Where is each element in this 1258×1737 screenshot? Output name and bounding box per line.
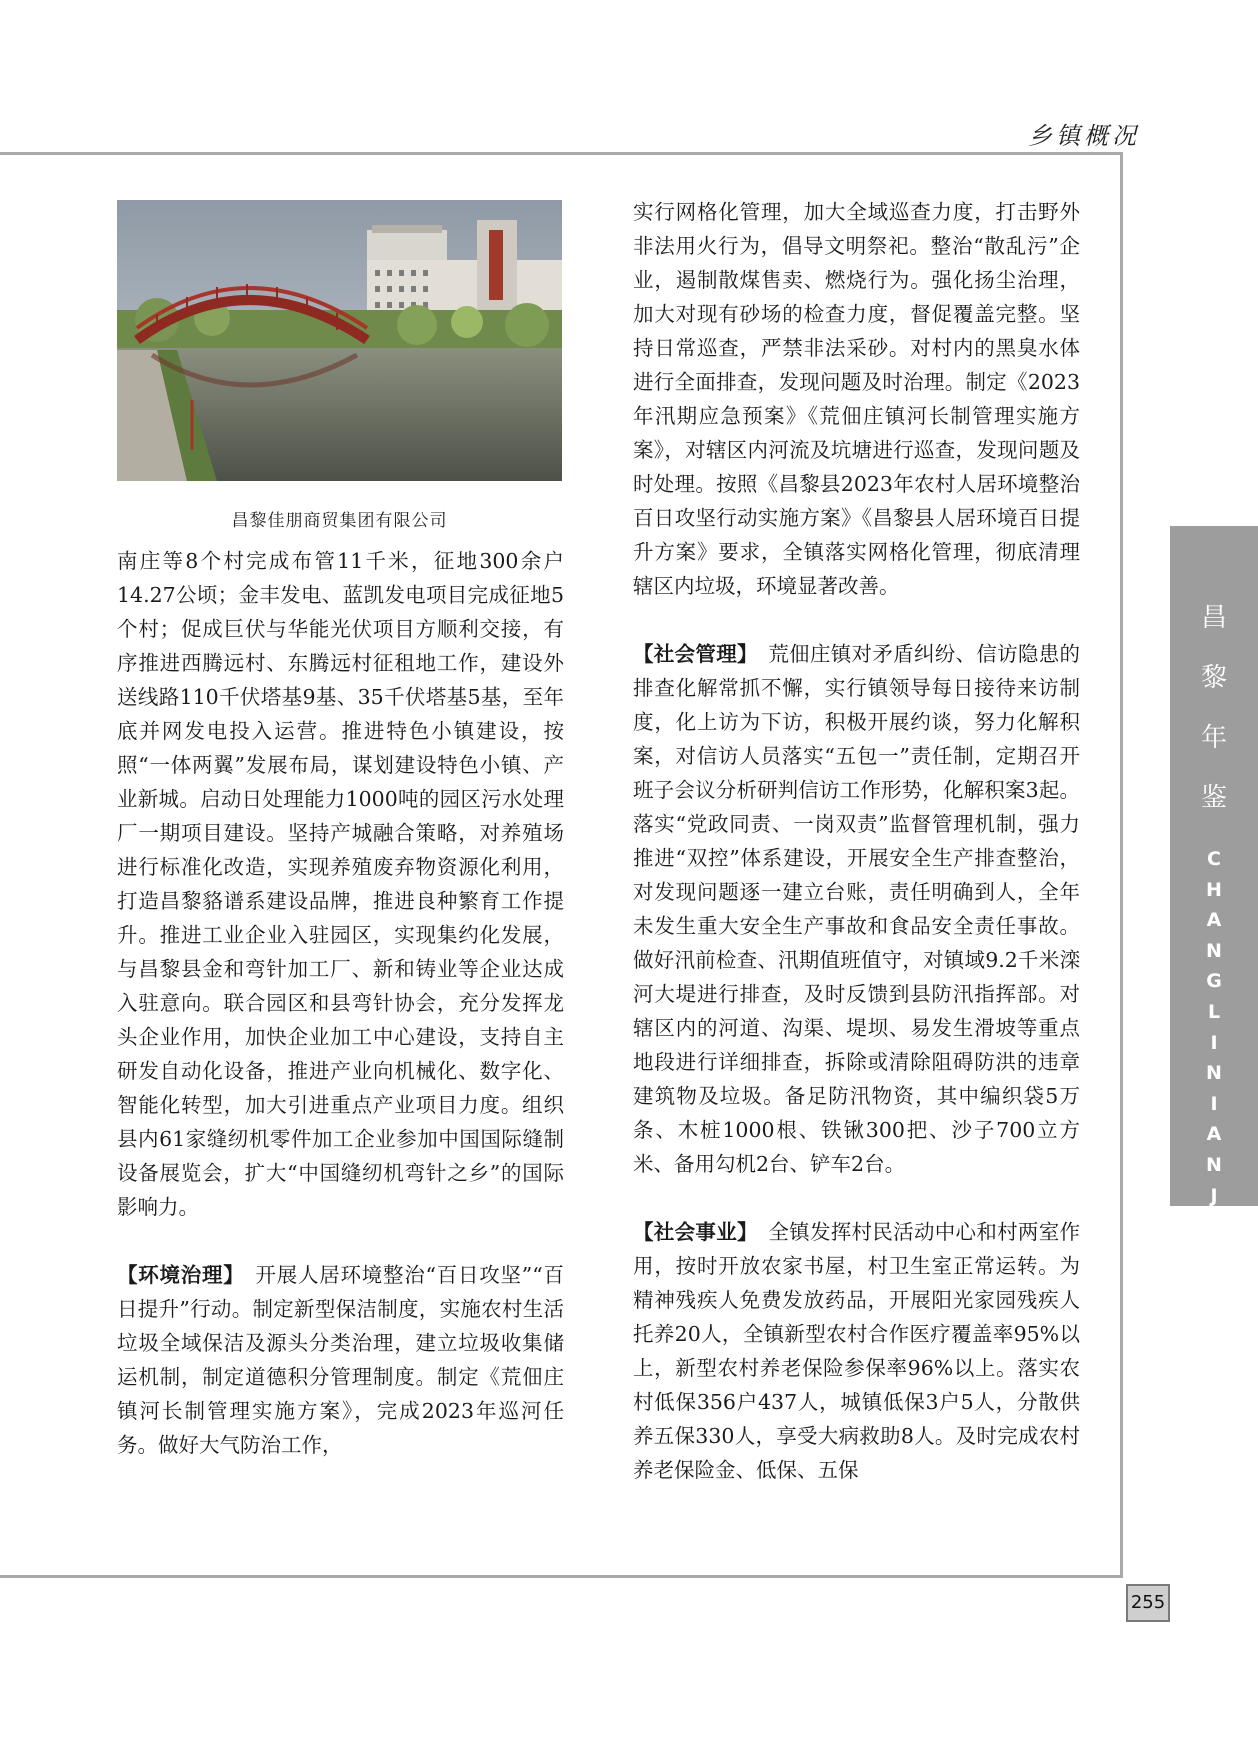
side-tab	[1170, 526, 1258, 1299]
yearbook-title-en: C H A N G L I N I A N J I A N	[1206, 848, 1222, 1299]
paragraph-social-affairs	[633, 1215, 1080, 1487]
left-column	[117, 544, 564, 1462]
heading-environment: 【环境治理】	[117, 1263, 235, 1287]
paragraph-environment-continued: 实行网格化管理，加大全域巡查力度，打击野外非法用火行为，倡导文明祭祀。整治“散乱污”企业，遏制散煤售卖、燃烧行为。强化扬尘治理，加大对现有砂场的检查力度，督促覆盖完整。坚持日常巡查，严禁非法采砂。对村内的黑臭水体进行全面排查，发现问题及时治理。制定《2023年汛期应急预案》《荒佃庄镇河长制管理实施方案》，对辖区内河流及坑塘进行巡查，发现问题及时处理。按照《昌黎县2023年农村人居环境整治百日攻坚行动实施方案》《昌黎县人居环境百日提升方案》要求，全镇落实网格化管理，彻底清理辖区内垃圾，环境显著改善。	[633, 200, 1080, 598]
heading-social-management: 【社会管理】	[633, 642, 748, 666]
page-number: 255	[1126, 1584, 1170, 1622]
text-environment: 开展人居环境整治“百日攻坚”“百日提升”行动。制定新型保洁制度，实施农村生活垃圾全域保洁及源头分类治理，建立垃圾收集储运机制，制定道德积分管理制度。制定《荒佃庄镇河长制管理实施方案》，完成2023年巡河任务。做好大气防治工作，	[117, 1263, 565, 1457]
paragraph-social-management	[633, 637, 1080, 1181]
section-title: 乡镇概况	[1028, 122, 1140, 150]
right-column	[633, 195, 1080, 1487]
paragraph-development: 南庄等8个村完成布管11千米，征地300余户14.27公顷；金丰发电、蓝凯发电项目完成征地5个村；促成巨伏与华能光伏项目方顺利交接，有序推进西腾远村、东腾远村征租地工作，建设外送线路110千伏塔基9基、35千伏塔基5基，至年底并网发电投入运营。推进特色小镇建设，按照“一体两翼”发展布局，谋划建设特色小镇、产业新城。启动日处理能力1000吨的园区污水处理厂一期项目建设。坚持产城融合策略，对养殖场进行标准化改造，实现养殖废弃物资源化利用，打造昌黎貉谱系建设品牌，推进良种繁育工作提升。推进工业企业入驻园区，实现集约化发展，与昌黎县金和弯针加工厂、新和铸业等企业达成入驻意向。联合园区和县弯针协会，充分发挥龙头企业作用，加快企业加工中心建设，支持自主研发自动化设备，推进产业向机械化、数字化、智能化转型，加大引进重点产业项目力度。组织县内61家缝纫机零件加工企业参加中国国际缝制设备展览会，扩大“中国缝纫机弯针之乡”的国际影响力。	[117, 549, 564, 1219]
text-social-affairs: 全镇发挥村民活动中心和村两室作用，按时开放农家书屋，村卫生室正常运转。为精神残疾人免费发放药品，开展阳光家园残疾人托养20人，全镇新型农村合作医疗覆盖率95%以上，新型农村养老保险参保率96%以上。落实农村低保356户437人，城镇低保3户5人，分散供养五保330人，享受大病救助8人。及时完成农村养老保险金、低保、五保	[633, 1220, 1081, 1482]
paragraph-environment	[117, 1258, 564, 1462]
photo-caption: 昌黎佳朋商贸集团有限公司	[231, 511, 448, 531]
text-social-management: 荒佃庄镇对矛盾纠纷、信访隐患的排查化解常抓不懈，实行镇领导每日接待来访制度，化上访为下访，积极开展约谈，努力化解积案，对信访人员落实“五包一”责任制，定期召开班子会议分析研判信访工作形势，化解积案3起。落实“党政同责、一岗双责”监督管理机制，强力推进“双控”体系建设，开展安全生产排查整治，对发现问题逐一建立台账，责任明确到人，全年未发生重大安全生产事故和食品安全责任事故。做好汛前检查、汛期值班值守，对镇域9.2千米滦河大堤进行排查，及时反馈到县防汛指挥部。对辖区内的河道、沟渠、堤坝、易发生滑坡等重点地段进行详细排查，拆除或清除阻碍防洪的违章建筑物及垃圾。备足防汛物资，其中编织袋5万条、木桩1000根、铁锹300把、沙子700立方米、备用勾机2台、铲车2台。	[633, 642, 1081, 1176]
yearbook-title-cn: 昌 黎 年 鉴	[1200, 603, 1227, 813]
company-photo	[117, 200, 562, 481]
heading-social-affairs: 【社会事业】	[633, 1220, 748, 1244]
